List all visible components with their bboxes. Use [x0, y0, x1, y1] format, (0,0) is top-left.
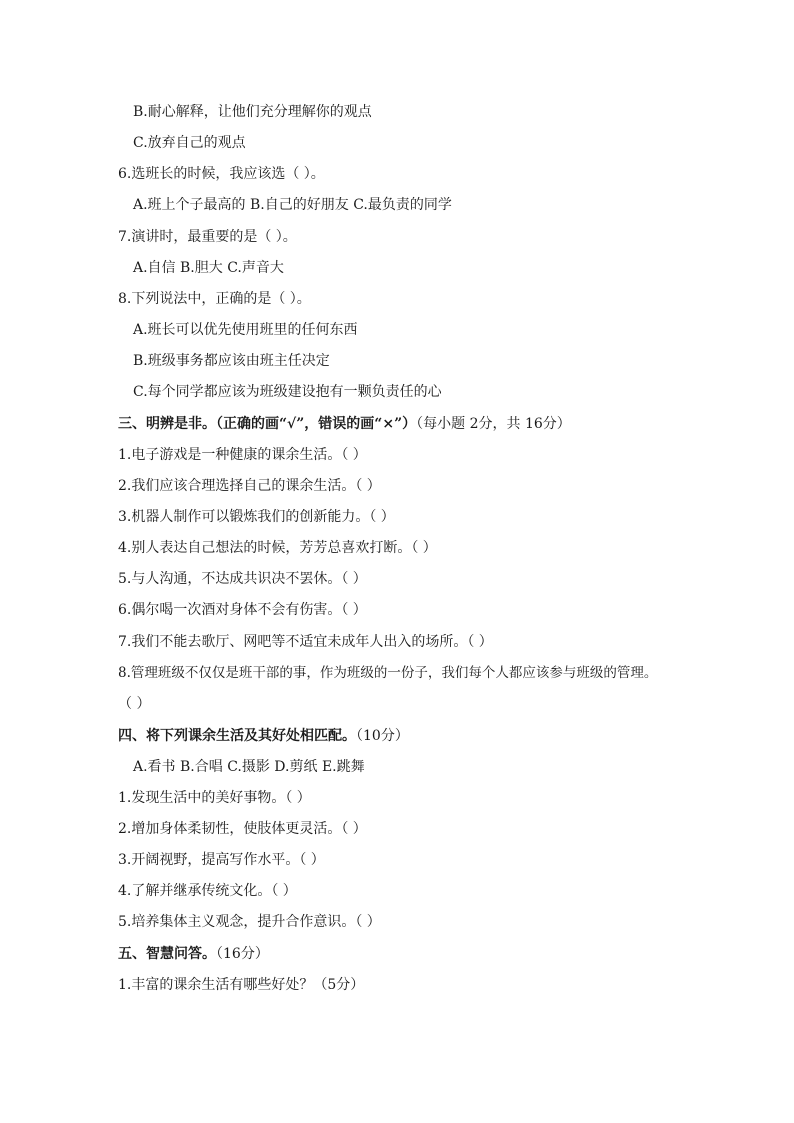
judge-4: 4.别人表达自己想法的时候，芳芳总喜欢打断。（ ） [118, 540, 437, 556]
judge-8-bracket: （ ） [118, 696, 151, 712]
q5-option-c: C.放弃自己的观点 [133, 135, 246, 151]
section-4-heading [118, 726, 409, 746]
q7-options: A.自信 B.胆大 C.声音大 [133, 260, 284, 276]
section-5-score: （16分） [216, 946, 269, 962]
section-4-title: 四、将下列课余生活及其好处相匹配。 [118, 728, 356, 744]
q8-option-c: C.每个同学都应该为班级建设抱有一颗负责任的心 [133, 384, 442, 400]
judge-2: 2.我们应该合理选择自己的课余生活。（ ） [118, 478, 381, 494]
judge-7: 7.我们不能去歌厅、网吧等不适宜未成年人出入的场所。（ ） [118, 634, 493, 650]
match-5: 5.培养集体主义观念，提升合作意识。（ ） [118, 914, 381, 930]
section-4-score: （10分） [356, 728, 409, 744]
section-5-heading [118, 944, 269, 964]
match-3: 3.开阔视野，提高写作水平。（ ） [118, 852, 325, 868]
q6-options: A.班上个子最高的 B.自己的好朋友 C.最负责的同学 [133, 197, 452, 213]
question-6: 6.选班长的时候，我应该选（ ）。 [118, 166, 325, 182]
judge-1: 1.电子游戏是一种健康的课余生活。（ ） [118, 447, 367, 463]
q8-option-a: A.班长可以优先使用班里的任何东西 [133, 322, 358, 338]
match-1: 1.发现生活中的美好事物。（ ） [118, 790, 311, 806]
judge-8: 8.管理班级不仅仅是班干部的事，作为班级的一份子，我们每个人都应该参与班级的管理。 [118, 665, 658, 681]
judge-6: 6.偶尔喝一次酒对身体不会有伤害。（ ） [118, 602, 367, 618]
section-3-score: （每小题 2分，共 16分） [416, 416, 571, 432]
qa-1: 1.丰富的课余生活有哪些好处？（5分） [118, 977, 365, 993]
question-7: 7.演讲时，最重要的是（ ）。 [118, 229, 297, 245]
match-2: 2.增加身体柔韧性，使肢体更灵活。（ ） [118, 821, 367, 837]
section-5-title: 五、智慧问答。 [118, 946, 216, 962]
match-options: A.看书 B.合唱 C.摄影 D.剪纸 E.跳舞 [133, 759, 365, 775]
question-8: 8.下列说法中，正确的是（ ）。 [118, 291, 311, 307]
q8-option-b: B.班级事务都应该由班主任决定 [133, 353, 330, 369]
section-3-title: 三、明辨是非。（正确的画“√”，错误的画“×”） [118, 416, 417, 432]
q5-option-b: B.耐心解释，让他们充分理解你的观点 [133, 104, 372, 120]
judge-5: 5.与人沟通，不达成共识决不罢休。（ ） [118, 571, 367, 587]
section-3-heading [118, 414, 571, 434]
match-4: 4.了解并继承传统文化。（ ） [118, 883, 297, 899]
judge-3: 3.机器人制作可以锻炼我们的创新能力。（ ） [118, 509, 395, 525]
